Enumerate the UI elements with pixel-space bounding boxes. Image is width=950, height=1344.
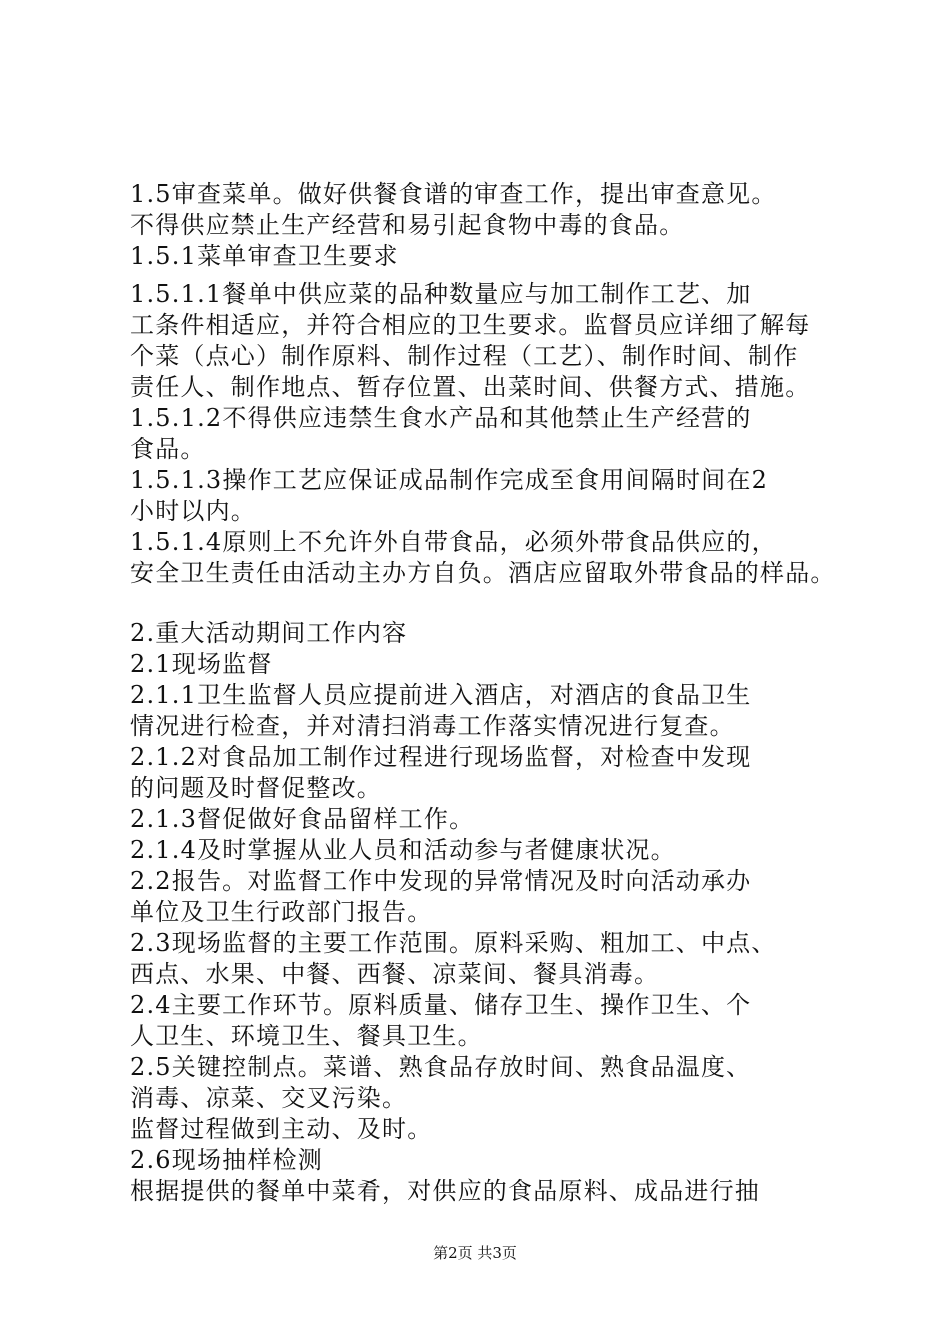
text-line: 2.1.3督促做好食品留样工作。 (130, 805, 475, 833)
text-line: 个菜（点心）制作原料、制作过程（工艺）、制作时间、制作 (130, 342, 799, 370)
text-line: 食品。 (130, 435, 206, 463)
text-line: 1.5审查菜单。做好供餐食谱的审查工作，提出审查意见。 (130, 180, 777, 208)
section-heading: 2.重大活动期间工作内容 (130, 619, 408, 647)
text-line: 2.4主要工作环节。原料质量、储存卫生、操作卫生、个 (130, 991, 752, 1019)
page-footer: 第2页 共3页 (433, 1244, 517, 1262)
text-line: 小时以内。 (130, 497, 256, 525)
text-line: 2.3现场监督的主要工作范围。原料采购、粗加工、中点、 (130, 929, 777, 957)
text-line: 人卫生、环境卫生、餐具卫生。 (130, 1022, 483, 1050)
text-line: 消毒、凉菜、交叉污染。 (130, 1084, 408, 1112)
text-line: 2.1.1卫生监督人员应提前进入酒店，对酒店的食品卫生 (130, 681, 752, 709)
text-line: 2.2报告。对监督工作中发现的异常情况及时向活动承办 (130, 867, 752, 895)
text-line: 1.5.1.3操作工艺应保证成品制作完成至食用间隔时间在2 (130, 466, 769, 494)
text-line: 西点、水果、中餐、西餐、凉菜间、餐具消毒。 (130, 960, 660, 988)
text-line: 1.5.1菜单审查卫生要求 (130, 242, 399, 270)
text-line: 工条件相适应，并符合相应的卫生要求。监督员应详细了解每 (130, 311, 811, 339)
text-line: 1.5.1.1餐单中供应菜的品种数量应与加工制作工艺、加 (130, 280, 752, 308)
text-line: 责任人、制作地点、暂存位置、出菜时间、供餐方式、措施。 (130, 373, 811, 401)
text-line: 2.5关键控制点。菜谱、熟食品存放时间、熟食品温度、 (130, 1053, 752, 1081)
text-line: 不得供应禁止生产经营和易引起食物中毒的食品。 (130, 211, 685, 239)
text-line: 2.1现场监督 (130, 650, 273, 678)
text-line: 安全卫生责任由活动主办方自负。酒店应留取外带食品的样品。 (130, 559, 836, 587)
text-line: 2.1.2对食品加工制作过程进行现场监督，对检查中发现 (130, 743, 752, 771)
text-line: 2.1.4及时掌握从业人员和活动参与者健康状况。 (130, 836, 676, 864)
text-line: 根据提供的餐单中菜肴，对供应的食品原料、成品进行抽 (130, 1177, 760, 1205)
text-line: 单位及卫生行政部门报告。 (130, 898, 433, 926)
text-line: 监督过程做到主动、及时。 (130, 1115, 433, 1143)
text-line: 1.5.1.4原则上不允许外自带食品，必须外带食品供应的， (130, 528, 777, 556)
text-line: 1.5.1.2不得供应违禁生食水产品和其他禁止生产经营的 (130, 404, 752, 432)
text-line: 的问题及时督促整改。 (130, 774, 382, 802)
text-line: 情况进行检查，并对清扫消毒工作落实情况进行复查。 (130, 712, 735, 740)
text-line: 2.6现场抽样检测 (130, 1146, 323, 1174)
